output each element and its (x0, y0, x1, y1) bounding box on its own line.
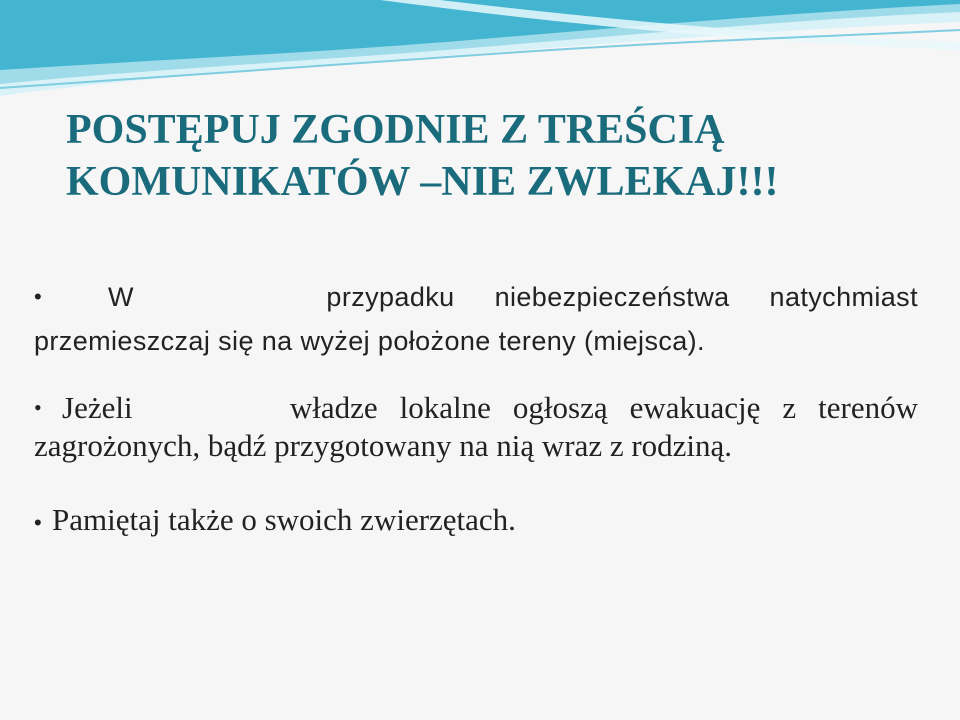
bullet-2-word-6: z (782, 390, 797, 425)
bullet-dot: • (34, 395, 42, 420)
bullet-1-word-4: natychmiast (769, 282, 918, 312)
bullet-dot: • (34, 510, 42, 535)
slide-title (66, 104, 926, 208)
bullet-evacuation-order (34, 389, 918, 465)
title-line-1: POSTĘPUJ ZGODNIE Z TREŚCIĄ (66, 107, 725, 153)
bullet-1-word-2: przypadku (326, 282, 455, 312)
bullet-2-word-7: terenów (818, 390, 918, 425)
bullet-evacuate-high-ground (34, 275, 918, 363)
bullet-1-line-1 (34, 275, 918, 319)
bullet-1-word-3: niebezpieczeństwa (494, 282, 730, 312)
bullet-2-line-2: zagrożonych, bądź przygotowany na nią wraz z rodziną. (34, 428, 733, 463)
bullet-1-word-1: W (108, 282, 134, 312)
bullet-2-word-4: ogłoszą (512, 390, 608, 425)
bullet-2-word-5: ewakuację (629, 390, 761, 425)
bullet-2-word-1: Jeżeli (62, 390, 133, 425)
bullet-2-line-1 (34, 389, 918, 427)
bullet-remember-animals (34, 501, 918, 542)
bullet-1-line-2: przemieszczaj się na wyżej położone tereny (miejsca). (34, 326, 705, 356)
bullet-3-text: Pamiętaj także o swoich zwierzętach. (52, 502, 516, 537)
bullet-2-word-3: lokalne (399, 390, 491, 425)
bullet-dot: • (34, 284, 43, 309)
slide-body (34, 275, 918, 542)
bullet-2-word-2: władze (289, 390, 378, 425)
decorative-wave-header (0, 0, 960, 110)
title-line-2: KOMUNIKATÓW –NIE ZWLEKAJ!!! (66, 159, 779, 205)
